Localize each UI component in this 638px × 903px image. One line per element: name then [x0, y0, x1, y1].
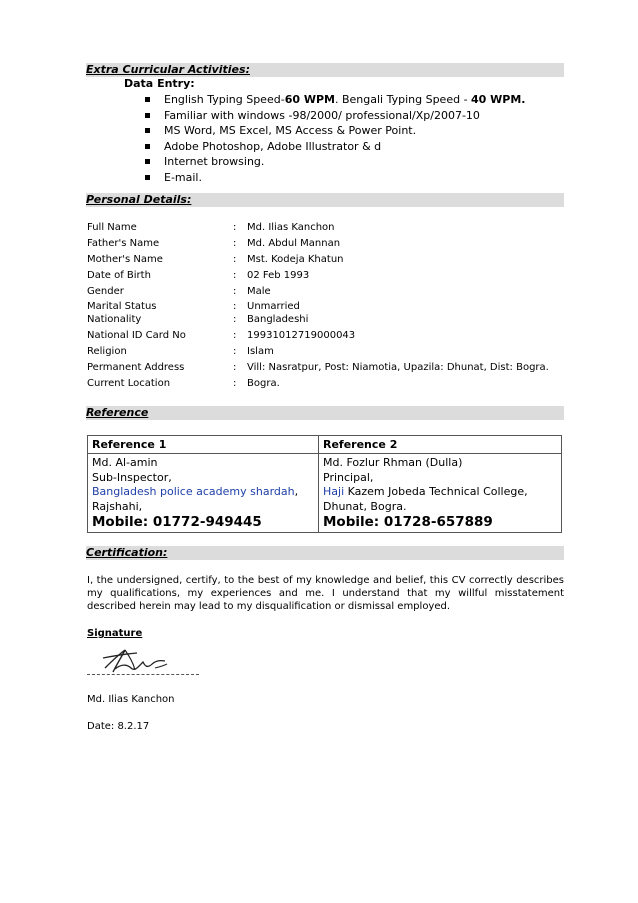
- data-entry-title: Data Entry:: [124, 77, 195, 90]
- reference-2-place: Dhunat, Bogra.: [323, 499, 407, 513]
- reference-2-name: Md. Fozlur Rhman (Dulla): [323, 456, 463, 469]
- reference-heading: Reference: [86, 406, 564, 420]
- handwritten-signature-icon: [95, 642, 175, 676]
- bullet-square-icon: [145, 159, 150, 164]
- bullet-square-icon: [145, 128, 150, 133]
- reference-2-org-prefix: Haji: [323, 485, 345, 498]
- reference-1-title: Reference 1: [88, 436, 319, 454]
- list-item: English Typing Speed-60 WPM. Bengali Typing Speed - 40 WPM.: [145, 92, 526, 108]
- reference-1-org-line: Bangladesh police academy shardah,: [92, 485, 299, 498]
- table-row: [88, 454, 562, 533]
- cv-page: Extra Curricular Activities: Data Entry: English Typing Speed-60 WPM. Bengali Typing Speed - 40 WPM. Familiar with windows -98/2000/ professional/Xp/2007-10 MS Word, MS Excel, MS Access & Power Point. Adobe Photoshop, Adobe Illustrator & d Internet browsing. E-mail. Personal Details: Full Name : Md. Ilias Kanchon Father's Name : Md. Abdul Mannan Mother's Name : Mst. Kodeja Khatun Date of Birth : 02 Feb 1993 Gender : Male Marital Status : Unmarried Nationality : Bangladeshi National ID Card No : 19931012719000043 Religion : Islam Permanent Address : Vill: Nasratpur, Post: Niamotia, Upazila: Dhunat, Dist: Bogra. Current Location : Bogra. Reference Reference 1 Reference 2 Md. Al-amin Sub-Inspector, Bangladesh police academy shardah, Rajshahi, Mobile: 01772-949445 Md. Fozlur Rhman (Dulla) Principal, Haji Kazem Jobeda Technical College, Dhunat, Bogra. Mobile: 01728-657889 Certification: I, the undersigned, certify, to the best of my knowledge and belief, this CV correctly describes my qualifications, my experiences and me. I understand that my willful misstatement described herein may lead to my disqualification or dismissal employed. Signature Md. Ilias Kanchon Date: 8.2.17: [86, 63, 564, 732]
- list-item: Adobe Photoshop, Adobe Illustrator & d: [145, 139, 526, 155]
- list-item: Internet browsing.: [145, 154, 526, 170]
- bullet-square-icon: [145, 113, 150, 118]
- list-item: E-mail.: [145, 170, 526, 186]
- table-row: [88, 436, 562, 454]
- reference-1-position: Sub-Inspector,: [92, 470, 172, 484]
- reference-2-cell: [319, 454, 562, 533]
- reference-1-mobile: Mobile: 01772-949445: [92, 514, 262, 530]
- signature-heading: Signature: [87, 628, 143, 639]
- extra-curricular-heading: Extra Curricular Activities:: [86, 63, 564, 77]
- reference-1-cell: [88, 454, 319, 533]
- reference-2-org-line: Haji Kazem Jobeda Technical College,: [323, 485, 528, 498]
- reference-1-name: Md. Al-amin: [92, 456, 158, 469]
- bullet-square-icon: [145, 97, 150, 102]
- skills-list: [145, 92, 526, 186]
- reference-2-position: Principal,: [323, 470, 374, 484]
- bullet-square-icon: [145, 144, 150, 149]
- certification-text: I, the undersigned, certify, to the best of my knowledge and belief, this CV correctly describes my qualifications, my experiences and me. I understand that my willful misstatement described herein may lead to my disqualification or dismissal employed.: [87, 575, 564, 612]
- reference-2-mobile: Mobile: 01728-657889: [323, 514, 493, 530]
- personal-details-heading: Personal Details:: [86, 193, 564, 207]
- reference-table: [87, 435, 562, 533]
- bullet-square-icon: [145, 175, 150, 180]
- list-item: Familiar with windows -98/2000/ professional/Xp/2007-10: [145, 108, 526, 124]
- list-item: MS Word, MS Excel, MS Access & Power Point.: [145, 123, 526, 139]
- signature-name: Md. Ilias Kanchon: [87, 694, 175, 705]
- reference-1-org: Bangladesh police academy shardah: [92, 485, 295, 498]
- signature-line: [87, 674, 199, 675]
- reference-1-place: Rajshahi,: [92, 499, 143, 513]
- reference-2-title: Reference 2: [319, 436, 562, 454]
- signature-date: Date: 8.2.17: [87, 721, 150, 732]
- certification-heading: Certification:: [86, 546, 564, 560]
